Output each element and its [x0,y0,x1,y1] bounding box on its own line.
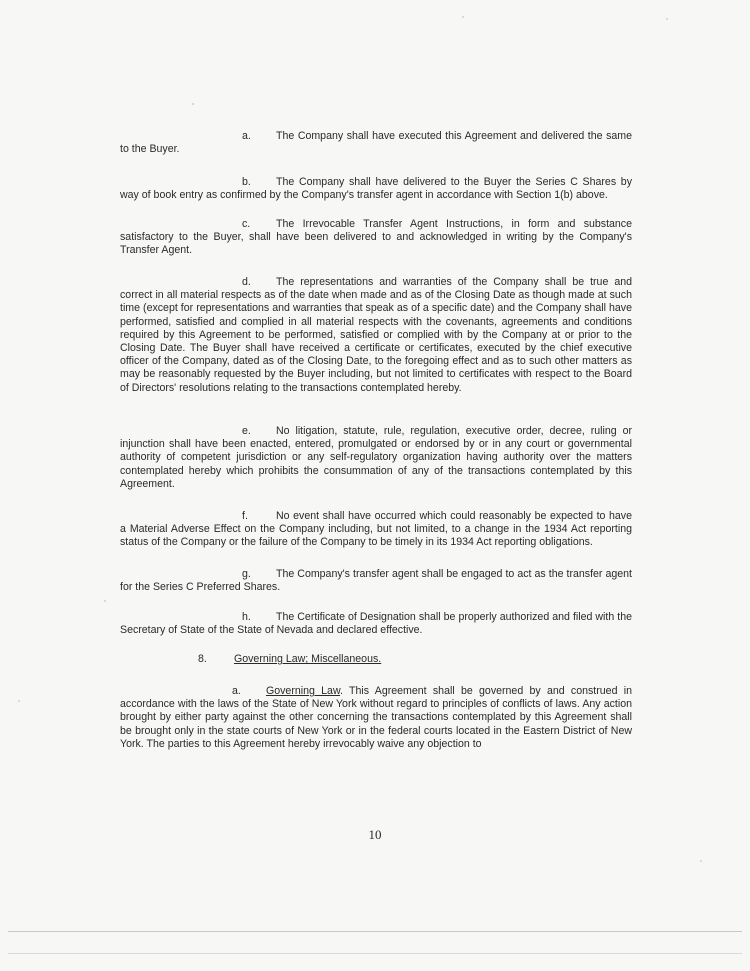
clause-e-text: No litigation, statute, rule, regulation, executive order, decree, ruling or injunction shall have been enacted, entered, promulgated or endorsed by or in any court or governmental authority of competent jurisdiction or any self-regulatory organization having authority over the matters contemplated hereby which prohibits the consummation of any of the transactions contemplated by this Agreement. [120,425,632,490]
clause-e [120,425,632,491]
scan-speck [700,860,702,862]
governing-law-heading: Governing Law [266,685,341,697]
clause-h-letter: h. [242,611,251,623]
clause-d [120,276,632,395]
page-number: 10 [368,827,382,842]
scan-speck [192,103,194,105]
clause-b-text: The Company shall have delivered to the Buyer the Series C Shares by way of book entry as confirmed by the Company's transfer agent in accordance with Section 1(b) above. [120,176,632,202]
scan-speck [462,16,464,18]
clause-b-letter: b. [242,176,251,188]
clause-a-text: The Company shall have executed this Agreement and delivered the same to the Buyer. [120,130,632,156]
scan-artifact-line [8,953,742,954]
governing-law-text: . This Agreement shall be governed by and construed in accordance with the laws of the State of New York without regard to principles of conflicts of laws. Any action brought by either party against the other concerning the transactions contemplated by this Agreement shall be brought only in the state courts of New York or in the federal courts located in the Eastern District of New York. The parties to this Agreement hereby irrevocably waive any objection to [120,685,632,750]
governing-law-letter: a. [232,685,241,697]
clause-g [120,568,632,594]
clause-h [120,611,632,637]
clause-f-text: No event shall have occurred which could reasonably be expected to have a Material Adverse Effect on the Company including, but not limited, to a change in the 1934 Act reporting status of the Company or the failure of the Company to be timely in its 1934 Act reporting obligations. [120,510,632,549]
clause-f-letter: f. [242,510,248,522]
scan-artifact-line [8,931,742,932]
clause-d-text: The representations and warranties of the Company shall be true and correct in all material respects as of the date when made and as of the Closing Date as though made at such time (except for representations and warranties that speak as of a specific date) and the Company shall have performed, satisfied and complied in all material respects with the covenants, agreements and conditions required by this Agreement to be performed, satisfied or complied with by the Company at or prior to the Closing Date. The Buyer shall have received a certificate or certificates, executed by the chief executive officer of the Company, dated as of the Closing Date, to the foregoing effect and as to such other matters as may be reasonably requested by the Buyer including, but not limited to certificates with respect to the Board of Directors' resolutions relating to the transactions contemplated hereby. [120,276,632,394]
scan-speck [104,600,106,602]
clause-h-text: The Certificate of Designation shall be properly authorized and filed with the Secretary of State of the State of Nevada and declared effective. [120,611,632,637]
scan-speck [666,18,668,20]
scan-speck [18,700,20,702]
clause-f [120,510,632,550]
section-8-title: Governing Law; Miscellaneous. [234,653,382,665]
clause-b [120,176,632,202]
clause-c-text: The Irrevocable Transfer Agent Instructions, in form and substance satisfactory to the Buyer, shall have been delivered to and acknowledged in writing by the Company's Transfer Agent. [120,218,632,257]
clause-a [120,130,632,156]
clause-c-letter: c. [242,218,251,230]
clause-c [120,218,632,258]
clause-a-letter: a. [242,130,251,142]
clause-e-letter: e. [242,425,251,437]
clause-g-letter: g. [242,568,251,580]
section-8-heading [198,653,381,665]
clause-g-text: The Company's transfer agent shall be engaged to act as the transfer agent for the Series C Preferred Shares. [120,568,632,594]
governing-law-clause [120,685,632,751]
section-8-number: 8. [198,653,207,665]
clause-d-letter: d. [242,276,251,288]
